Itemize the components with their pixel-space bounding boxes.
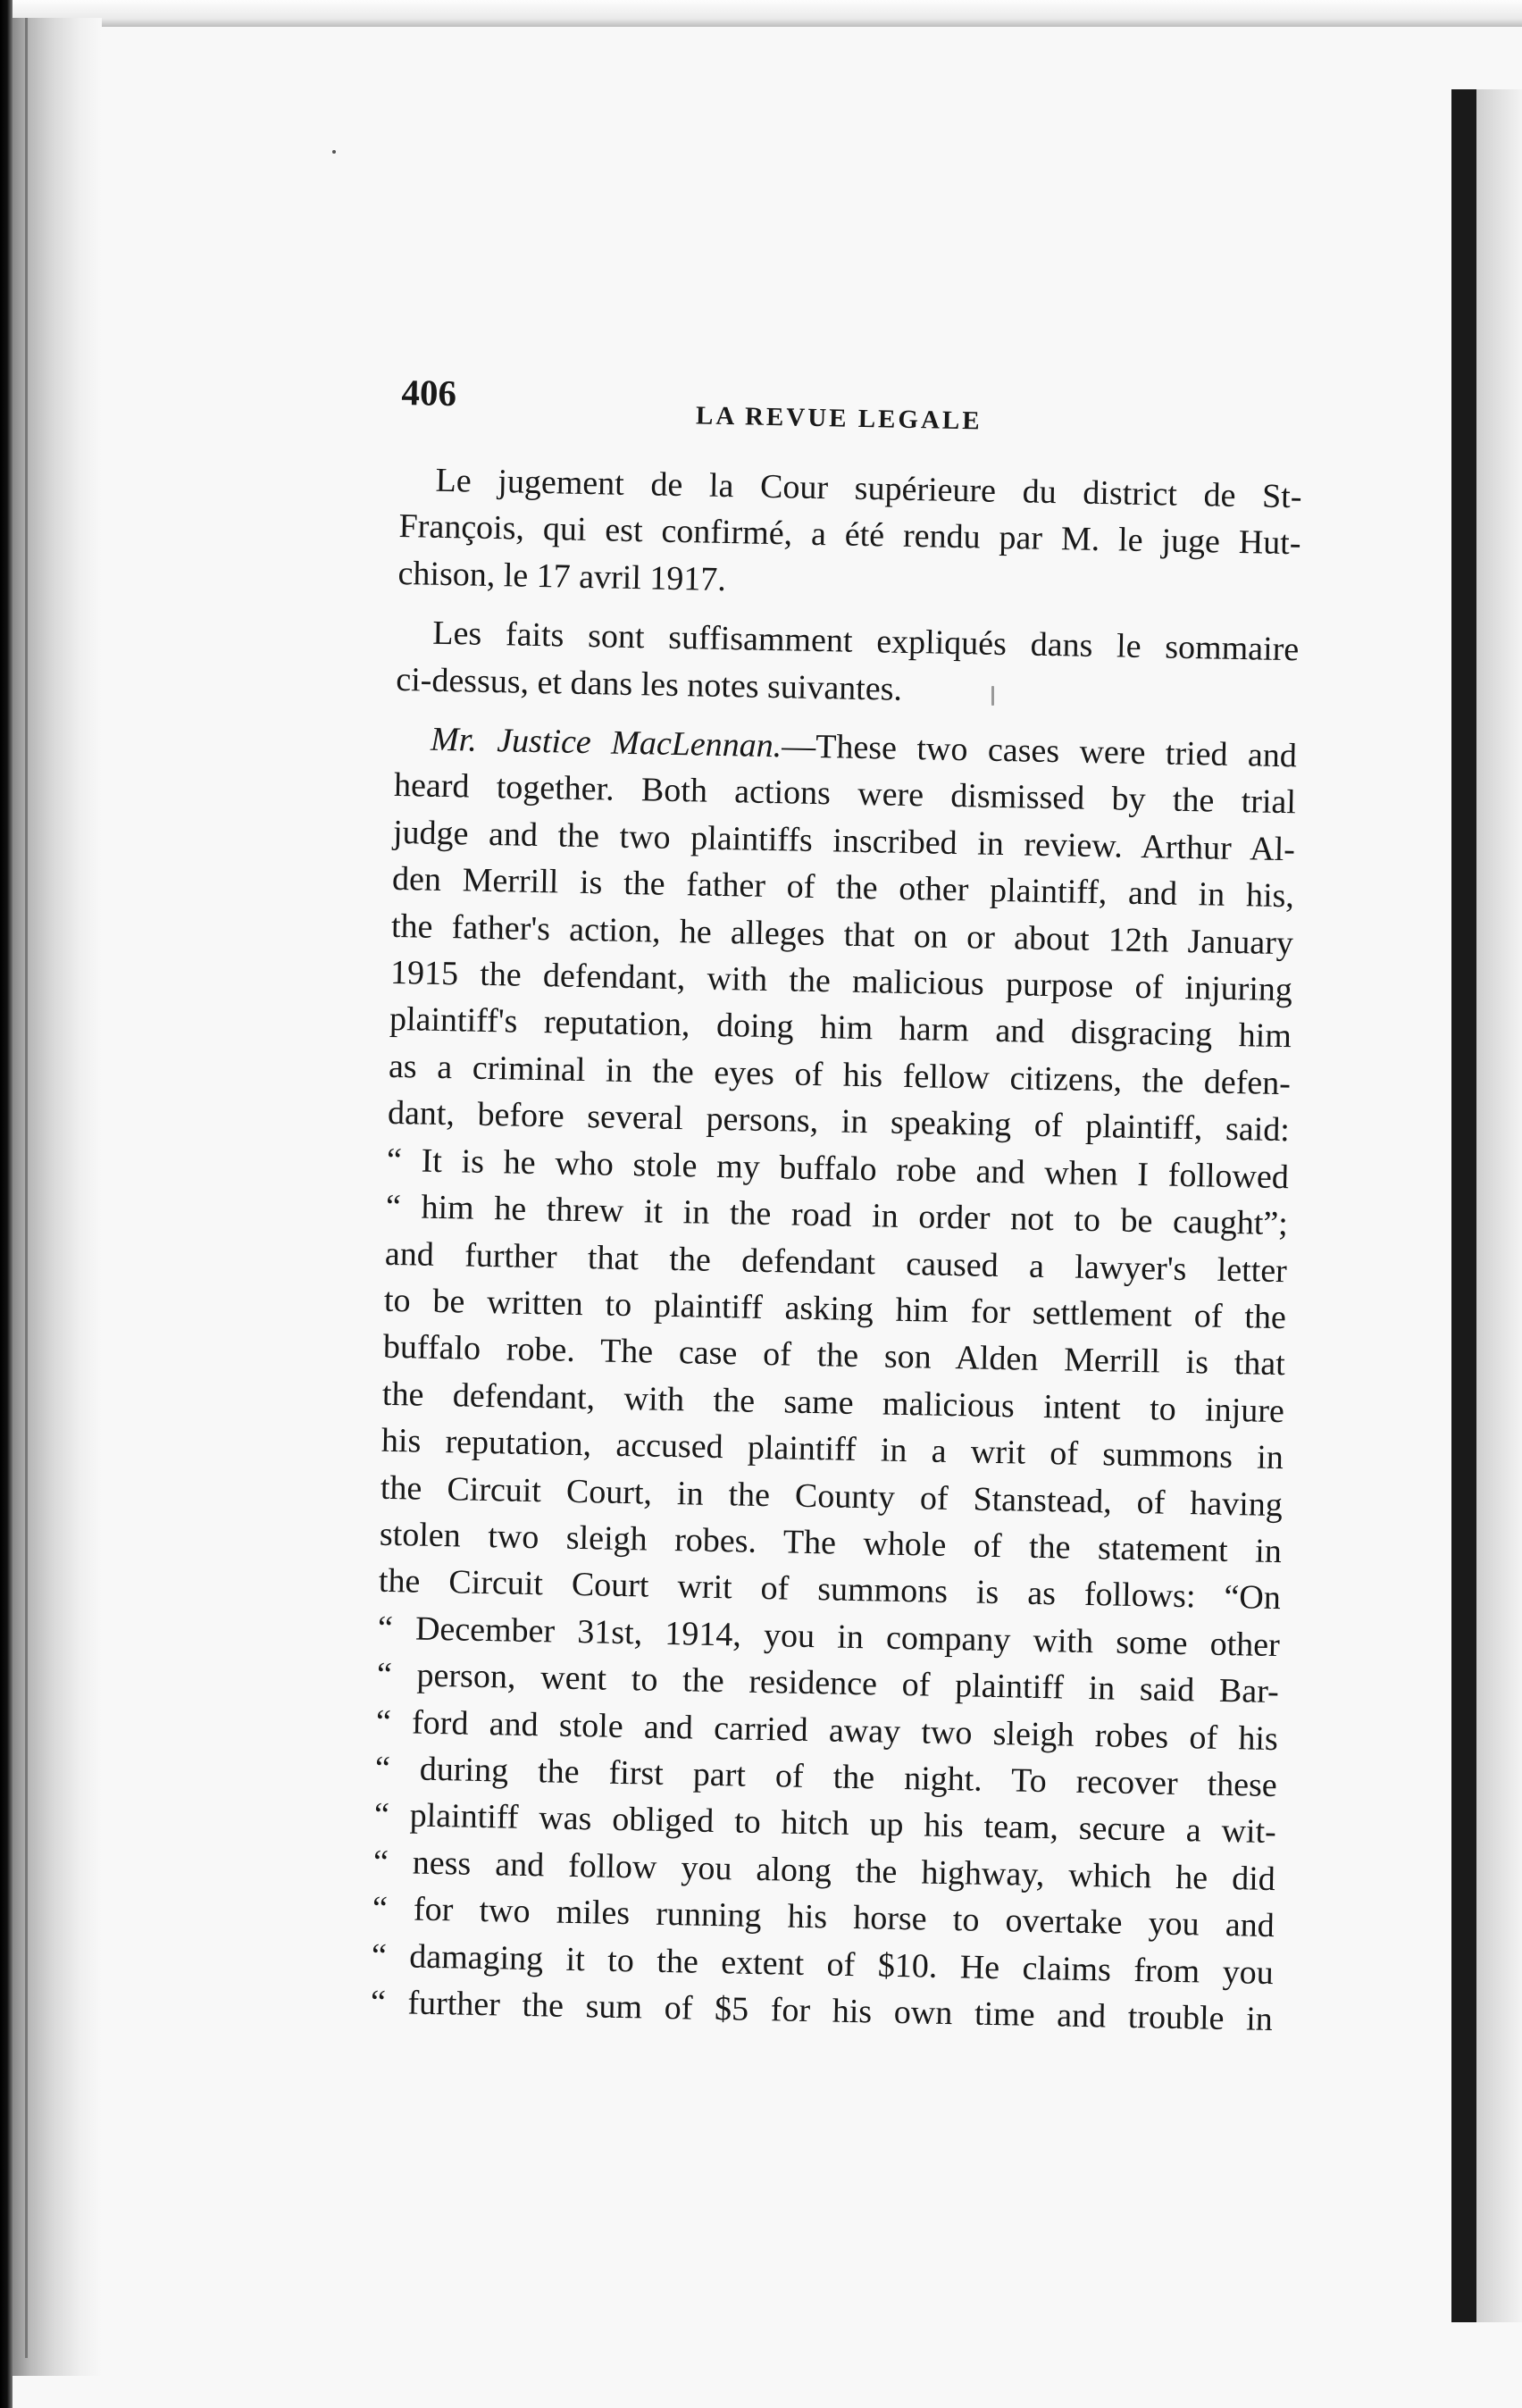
text-line: the Circuit Court, in the County of Stanstead, of having [380, 1468, 1284, 1524]
text-line: dant, before several persons, in speaking of plaintiff, said: [387, 1094, 1291, 1150]
page-number: 406 [401, 371, 457, 414]
running-title: LA REVUE LEGALE [695, 401, 983, 436]
text-line: “ for two miles running his horse to overtake you and [372, 1889, 1275, 1945]
text-line: to be written to plaintiff asking him for settlement of the [383, 1281, 1287, 1337]
text-line: buffalo robe. The case of the son Alden Merrill is that [382, 1328, 1286, 1384]
text-line: his reputation, accused plaintiff in a writ of summons in [380, 1421, 1284, 1477]
running-head [400, 371, 1304, 473]
text-line: Les faits sont suffisamment expliqués dans le sommaire [431, 614, 1300, 669]
text-line: heard together. Both actions were dismissed by the trial [393, 766, 1297, 822]
text-line: “ during the first part of the night. To recover these [374, 1749, 1278, 1805]
text-line: chison, le 17 avril 1917. [397, 554, 727, 598]
text-line: “ It is he who stole my buffalo robe and when I followed [386, 1141, 1290, 1196]
book-spine-edge [25, 18, 28, 2358]
text-line: and further that the defendant caused a lawyer's letter [384, 1234, 1288, 1290]
text-line: “ him he threw it in the road in order not to be caught”; [385, 1187, 1289, 1243]
text-line: “ damaging it to the extent of $10. He claims from you [371, 1936, 1275, 1992]
text-line: François, qui est confirmé, a été rendu par M. le juge Hut- [398, 507, 1301, 563]
text-line: ci-dessus, et dans les notes suivantes. [395, 660, 903, 708]
text-line: den Merrill is the father of the other plaintiff, and in his, [391, 860, 1295, 916]
scan-right-border [1451, 89, 1476, 2322]
page-content [368, 371, 1303, 2138]
dust-speck [332, 150, 336, 154]
scan-right-margin [1476, 89, 1522, 2322]
text-line: as a criminal in the eyes of his fellow citizens, the defen- [388, 1047, 1292, 1103]
paragraph-facts [396, 609, 1300, 720]
paragraph-opinion [370, 715, 1297, 2043]
judge-name: Mr. Justice MacLennan. [430, 720, 782, 765]
scan-top-edge [0, 0, 1522, 27]
text-line: “ person, went to the residence of plaintiff in said Bar- [376, 1655, 1280, 1711]
text-line: “ ness and follow you along the highway, which he did [372, 1843, 1276, 1898]
text-fragment: —These two cases were tried and [781, 727, 1298, 775]
text-line: plaintiff's reputation, doing him harm and disgracing him [389, 1000, 1292, 1056]
scan-left-edge [0, 0, 13, 2408]
text-line: stolen two sleigh robes. The whole of the statement in [379, 1515, 1283, 1571]
text-line: Le jugement de la Cour supérieure du district de St- [435, 461, 1302, 516]
text-line: 1915 the defendant, with the malicious purpose of injuring [389, 953, 1293, 1009]
text-line: the defendant, with the same malicious intent to injure [381, 1375, 1285, 1430]
text-line: judge and the two plaintiffs inscribed in review. Arthur Al- [392, 813, 1296, 869]
text-line: “ ford and stole and carried away two sleigh robes of his [375, 1702, 1279, 1758]
paragraph-judgment [397, 456, 1302, 615]
text-line: the father's action, he alleges that on or about 12th January [390, 907, 1294, 962]
text-line: the Circuit Court writ of summons is as follows: “On [378, 1562, 1282, 1618]
text-line: “ plaintiff was obliged to hitch up his team, secure a wit- [373, 1796, 1277, 1852]
text-line: “ December 31st, 1914, you in company with some other [377, 1609, 1281, 1664]
text-line: “ further the sum of $5 for his own time and trouble in [370, 1983, 1274, 2039]
